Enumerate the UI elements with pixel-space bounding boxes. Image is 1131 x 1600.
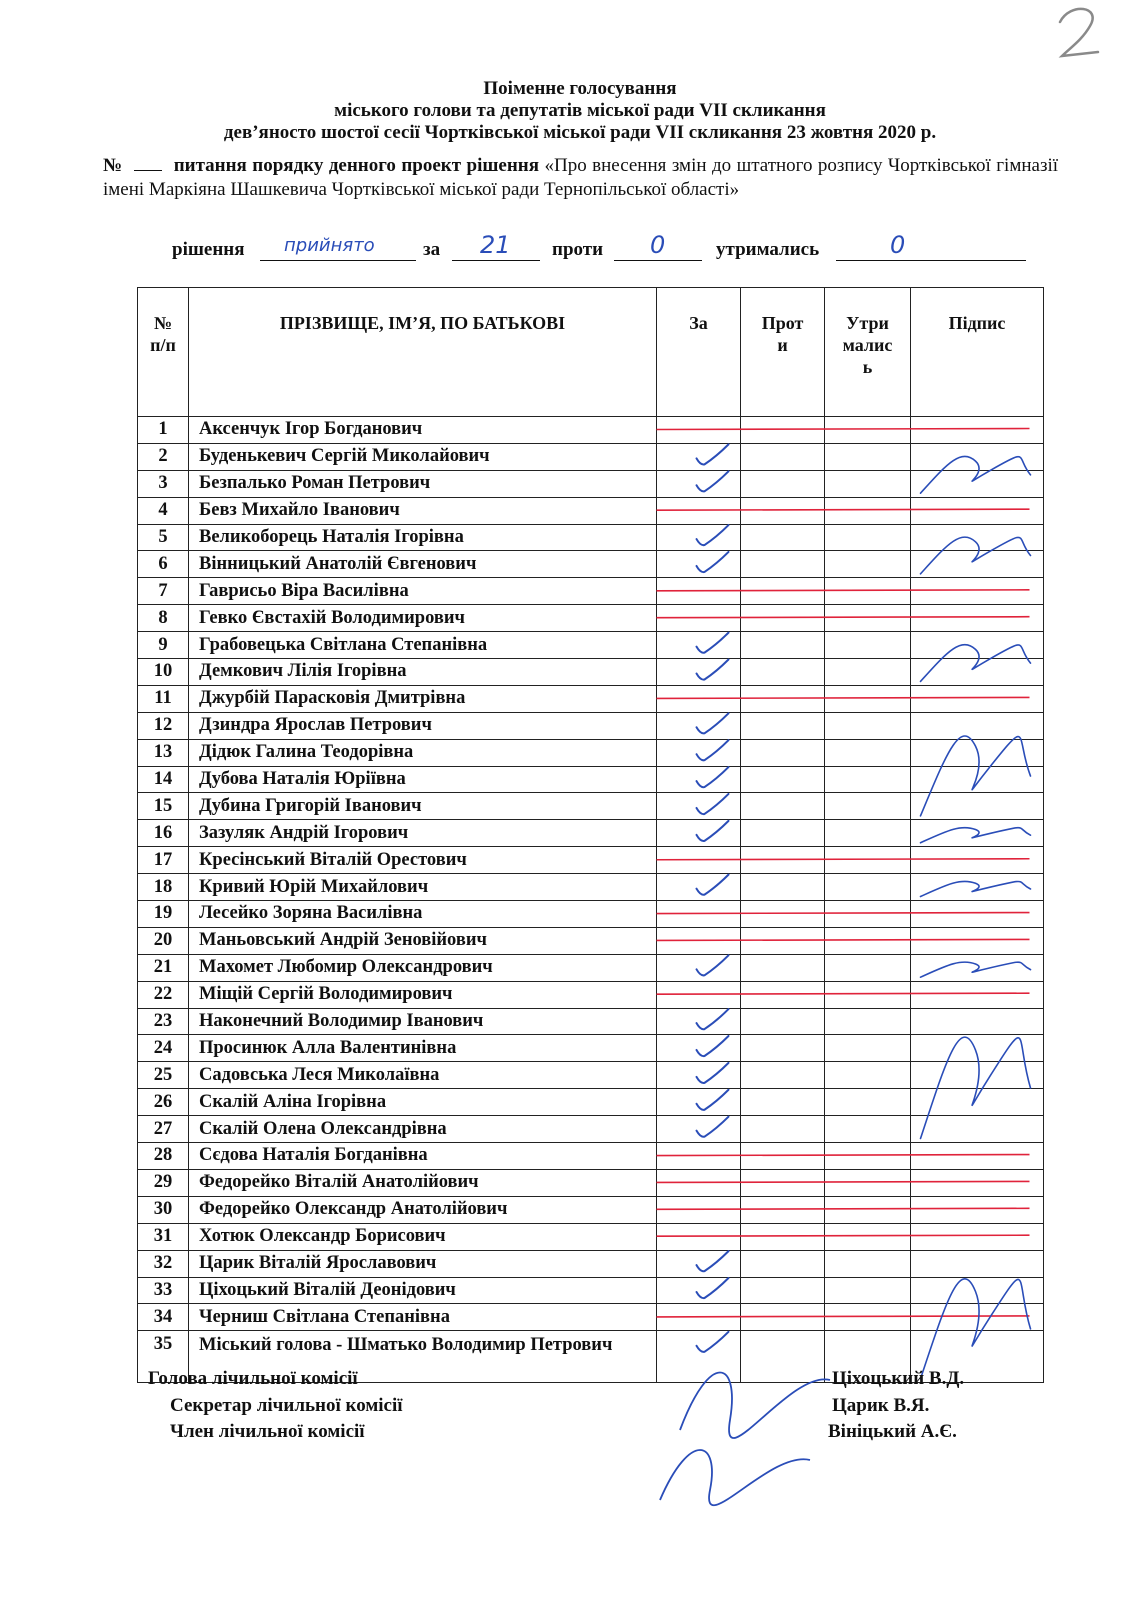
vote-against-cell (741, 874, 825, 901)
chair-label: Голова лічильної комісії (148, 1368, 358, 1389)
vote-abstain-cell (825, 685, 911, 712)
deputy-name: Буденькевич Сергій Миколайович (189, 443, 657, 470)
row-number: 34 (138, 1304, 189, 1331)
against-blank (614, 260, 702, 261)
row-number: 16 (138, 820, 189, 847)
vote-abstain-cell (825, 1143, 911, 1170)
decision-line (172, 233, 1052, 265)
header-num: № п/п (138, 288, 189, 417)
row-number: 9 (138, 632, 189, 659)
document-title: Поіменне голосування (483, 78, 677, 99)
for-value: 21 (480, 231, 511, 259)
signature-cell (911, 551, 1044, 578)
table-row (138, 712, 1044, 739)
deputy-name: Ціхоцький Віталій Деонідович (189, 1277, 657, 1304)
vote-against-cell (741, 578, 825, 605)
vote-for-cell (657, 1008, 741, 1035)
vote-for-cell (657, 497, 741, 524)
vote-against-cell (741, 739, 825, 766)
row-number: 25 (138, 1062, 189, 1089)
vote-for-cell (657, 1089, 741, 1116)
vote-abstain-cell (825, 1304, 911, 1331)
table-row (138, 739, 1044, 766)
row-number: 18 (138, 874, 189, 901)
table-row (138, 793, 1044, 820)
signature-cell (911, 1143, 1044, 1170)
vote-abstain-cell (825, 901, 911, 928)
for-blank (452, 260, 540, 261)
vote-abstain-cell (825, 632, 911, 659)
signature-cell (911, 901, 1044, 928)
vote-for-cell (657, 927, 741, 954)
vote-abstain-cell (825, 659, 911, 686)
signature-cell (911, 417, 1044, 444)
vote-abstain-cell (825, 1196, 911, 1223)
deputy-name: Маньовський Андрій Зеновійович (189, 927, 657, 954)
signature-cell (911, 1250, 1044, 1277)
row-number: 11 (138, 685, 189, 712)
header-abstain: Утри малис ь (825, 288, 911, 417)
deputy-name: Джурбій Парасковія Дмитрівна (189, 685, 657, 712)
vote-for-cell (657, 1196, 741, 1223)
vote-abstain-cell (825, 1008, 911, 1035)
vote-against-cell (741, 712, 825, 739)
deputy-name: Наконечний Володимир Іванович (189, 1008, 657, 1035)
vote-against-cell (741, 417, 825, 444)
deputy-name: Федорейко Віталій Анатолійович (189, 1169, 657, 1196)
signature-cell (911, 1116, 1044, 1143)
row-number: 4 (138, 497, 189, 524)
signature-cell (911, 712, 1044, 739)
deputy-name: Вінницький Анатолій Євгенович (189, 551, 657, 578)
table-header-row (138, 288, 1044, 417)
vote-against-cell (741, 1196, 825, 1223)
member-label: Член лічильної комісії (170, 1421, 365, 1442)
deputy-name: Кривий Юрій Михайлович (189, 874, 657, 901)
header-name: ПРІЗВИЩЕ, ІМ’Я, ПО БАТЬКОВІ (189, 288, 657, 417)
vote-against-cell (741, 793, 825, 820)
vote-abstain-cell (825, 443, 911, 470)
row-number: 12 (138, 712, 189, 739)
vote-against-cell (741, 981, 825, 1008)
table-row (138, 605, 1044, 632)
vote-abstain-cell (825, 1035, 911, 1062)
table-row (138, 443, 1044, 470)
row-number: 5 (138, 524, 189, 551)
secretary-name: Царик В.Я. (832, 1395, 930, 1416)
vote-abstain-cell (825, 739, 911, 766)
vote-for-cell (657, 820, 741, 847)
vote-abstain-cell (825, 847, 911, 874)
table-row (138, 847, 1044, 874)
signature-cell (911, 874, 1044, 901)
vote-abstain-cell (825, 1062, 911, 1089)
signature-cell (911, 524, 1044, 551)
deputy-name: Хотюк Олександр Борисович (189, 1223, 657, 1250)
row-number: 1 (138, 417, 189, 444)
deputy-name: Дубина Григорій Іванович (189, 793, 657, 820)
table-row (138, 874, 1044, 901)
signature-cell (911, 954, 1044, 981)
table-row (138, 1169, 1044, 1196)
signature-cell (911, 1223, 1044, 1250)
vote-for-cell (657, 1304, 741, 1331)
decision-blank (260, 260, 416, 261)
row-number: 7 (138, 578, 189, 605)
vote-for-cell (657, 470, 741, 497)
table-row (138, 417, 1044, 444)
table-row (138, 1143, 1044, 1170)
vote-for-cell (657, 1169, 741, 1196)
signature-cell (911, 927, 1044, 954)
vote-against-cell (741, 1062, 825, 1089)
deputy-name: Дубова Наталія Юріївна (189, 766, 657, 793)
row-number: 28 (138, 1143, 189, 1170)
signature-cell (911, 578, 1044, 605)
table-row (138, 1304, 1044, 1331)
signature-cell (911, 659, 1044, 686)
row-number: 35 (138, 1331, 189, 1383)
signature-cell (911, 1089, 1044, 1116)
header-line-3: дев’яносто шостої сесії Чортківської міської ради VII скликання 23 жовтня 2020 р. (223, 122, 937, 143)
vote-against-cell (741, 685, 825, 712)
abstain-label: утримались (716, 239, 820, 260)
signature-cell (911, 1304, 1044, 1331)
row-number: 32 (138, 1250, 189, 1277)
vote-abstain-cell (825, 820, 911, 847)
vote-against-cell (741, 524, 825, 551)
vote-for-cell (657, 1250, 741, 1277)
deputy-name: Великоборець Наталія Ігорівна (189, 524, 657, 551)
table-row (138, 1196, 1044, 1223)
vote-against-cell (741, 1223, 825, 1250)
vote-abstain-cell (825, 712, 911, 739)
table-row (138, 1062, 1044, 1089)
deputy-name: Кресінський Віталій Орестович (189, 847, 657, 874)
signature-cell (911, 766, 1044, 793)
table-row (138, 820, 1044, 847)
table-row (138, 470, 1044, 497)
vote-against-cell (741, 927, 825, 954)
abstain-blank (836, 260, 1026, 261)
vote-against-cell (741, 1169, 825, 1196)
signature-cell (911, 1277, 1044, 1304)
vote-abstain-cell (825, 1223, 911, 1250)
row-number: 8 (138, 605, 189, 632)
deputy-name: Гевко Євстахій Володимирович (189, 605, 657, 632)
vote-for-cell (657, 1143, 741, 1170)
vote-for-cell (657, 1062, 741, 1089)
deputy-name: Скалій Олена Олександрівна (189, 1116, 657, 1143)
header-signature: Підпис (911, 288, 1044, 417)
vote-against-cell (741, 1277, 825, 1304)
deputy-name: Бевз Михайло Іванович (189, 497, 657, 524)
row-number: 19 (138, 901, 189, 928)
vote-abstain-cell (825, 1089, 911, 1116)
deputy-name: Демкович Лілія Ігорівна (189, 659, 657, 686)
vote-against-cell (741, 1304, 825, 1331)
vote-against-cell (741, 847, 825, 874)
vote-against-cell (741, 1035, 825, 1062)
vote-for-cell (657, 874, 741, 901)
member-name: Вініцький А.Є. (828, 1421, 957, 1442)
deputy-name: Безпалько Роман Петрович (189, 470, 657, 497)
vote-for-cell (657, 1223, 741, 1250)
vote-against-cell (741, 820, 825, 847)
vote-for-cell (657, 954, 741, 981)
vote-abstain-cell (825, 497, 911, 524)
row-number: 30 (138, 1196, 189, 1223)
deputy-name: Царик Віталій Ярославович (189, 1250, 657, 1277)
vote-against-cell (741, 605, 825, 632)
question-item-text: питання порядку денного проект рішення (173, 155, 540, 176)
table-row (138, 632, 1044, 659)
vote-abstain-cell (825, 417, 911, 444)
vote-against-cell (741, 1089, 825, 1116)
vote-for-cell (657, 793, 741, 820)
signature-cell (911, 1035, 1044, 1062)
vote-abstain-cell (825, 981, 911, 1008)
deputy-name: Просинюк Алла Валентинівна (189, 1035, 657, 1062)
vote-abstain-cell (825, 524, 911, 551)
vote-for-cell (657, 1116, 741, 1143)
vote-for-cell (657, 766, 741, 793)
header-for: За (657, 288, 741, 417)
vote-abstain-cell (825, 954, 911, 981)
signature-cell (911, 685, 1044, 712)
against-label: проти (552, 239, 604, 260)
table-row (138, 578, 1044, 605)
vote-for-cell (657, 901, 741, 928)
table-row (138, 1116, 1044, 1143)
table-row (138, 927, 1044, 954)
row-number: 21 (138, 954, 189, 981)
handwritten-page-number (1040, 0, 1120, 70)
deputy-name: Дзиндра Ярослав Петрович (189, 712, 657, 739)
agenda-question (103, 154, 1058, 201)
table-row (138, 954, 1044, 981)
deputy-name: Аксенчук Ігор Богданович (189, 417, 657, 444)
row-number: 33 (138, 1277, 189, 1304)
row-number: 23 (138, 1008, 189, 1035)
chair-name: Ціхоцький В.Д. (832, 1368, 965, 1389)
table-row (138, 524, 1044, 551)
question-number-blank (134, 156, 162, 171)
signature-cell (911, 981, 1044, 1008)
vote-against-cell (741, 901, 825, 928)
deputy-name: Зазуляк Андрій Ігорович (189, 820, 657, 847)
table-row (138, 497, 1044, 524)
row-number: 2 (138, 443, 189, 470)
question-no-label: № (103, 155, 123, 176)
deputy-name: Садовська Леся Миколаївна (189, 1062, 657, 1089)
signature-cell (911, 1169, 1044, 1196)
signature-cell (911, 470, 1044, 497)
row-number: 22 (138, 981, 189, 1008)
row-number: 24 (138, 1035, 189, 1062)
vote-for-cell (657, 443, 741, 470)
vote-abstain-cell (825, 1169, 911, 1196)
vote-for-cell (657, 551, 741, 578)
vote-abstain-cell (825, 1277, 911, 1304)
row-number: 27 (138, 1116, 189, 1143)
vote-for-cell (657, 685, 741, 712)
vote-against-cell (741, 470, 825, 497)
row-number: 31 (138, 1223, 189, 1250)
vote-against-cell (741, 1116, 825, 1143)
deputy-name: Черниш Світлана Степанівна (189, 1304, 657, 1331)
vote-abstain-cell (825, 470, 911, 497)
table-row (138, 659, 1044, 686)
roll-call-table (137, 287, 1044, 1383)
vote-for-cell (657, 417, 741, 444)
vote-abstain-cell (825, 793, 911, 820)
abstain-value: 0 (890, 231, 906, 259)
vote-for-cell (657, 981, 741, 1008)
counting-commission (148, 1368, 1048, 1458)
signature-cell (911, 605, 1044, 632)
table-row (138, 1008, 1044, 1035)
vote-for-cell (657, 1277, 741, 1304)
vote-for-cell (657, 578, 741, 605)
deputy-name: Гаврисьо Віра Василівна (189, 578, 657, 605)
deputy-name: Міський голова - Шматько Володимир Петрович (189, 1331, 657, 1383)
signature-cell (911, 739, 1044, 766)
signature-cell (911, 1062, 1044, 1089)
header-line-2: міського голови та депутатів міської ради VII скликання (334, 100, 826, 121)
deputy-name: Сєдова Наталія Богданівна (189, 1143, 657, 1170)
vote-against-cell (741, 551, 825, 578)
header-against: Прот и (741, 288, 825, 417)
project-title: «Про внесення змін до штатного розпису Чортківської гімназії імені Маркіяна Шашкевича Чортківської міської ради Тернопільської області» (103, 155, 1059, 200)
table-row (138, 685, 1044, 712)
table-row (138, 1035, 1044, 1062)
table-row (138, 551, 1044, 578)
against-value: 0 (650, 231, 666, 259)
row-number: 6 (138, 551, 189, 578)
deputy-name: Міщій Сергій Володимирович (189, 981, 657, 1008)
vote-for-cell (657, 739, 741, 766)
table-row (138, 1089, 1044, 1116)
deputy-name: Федорейко Олександр Анатолійович (189, 1196, 657, 1223)
secretary-label: Секретар лічильної комісії (170, 1395, 403, 1416)
vote-abstain-cell (825, 1116, 911, 1143)
table-row (138, 1250, 1044, 1277)
signature-cell (911, 1196, 1044, 1223)
table-row (138, 1223, 1044, 1250)
vote-for-cell (657, 605, 741, 632)
vote-against-cell (741, 497, 825, 524)
commission-signature (660, 1450, 810, 1505)
table-row (138, 981, 1044, 1008)
deputy-name: Дідюк Галина Теодорівна (189, 739, 657, 766)
deputy-name: Скалій Аліна Ігорівна (189, 1089, 657, 1116)
vote-against-cell (741, 1143, 825, 1170)
vote-abstain-cell (825, 605, 911, 632)
signature-cell (911, 497, 1044, 524)
signature-cell (911, 1008, 1044, 1035)
vote-abstain-cell (825, 766, 911, 793)
row-number: 14 (138, 766, 189, 793)
vote-against-cell (741, 954, 825, 981)
vote-for-cell (657, 632, 741, 659)
decision-value: прийнято (284, 235, 375, 256)
vote-abstain-cell (825, 551, 911, 578)
vote-abstain-cell (825, 578, 911, 605)
row-number: 26 (138, 1089, 189, 1116)
vote-for-cell (657, 1035, 741, 1062)
table-row (138, 766, 1044, 793)
row-number: 20 (138, 927, 189, 954)
signature-cell (911, 632, 1044, 659)
table-row (138, 1277, 1044, 1304)
vote-for-cell (657, 659, 741, 686)
signature-cell (911, 443, 1044, 470)
deputy-name: Лесейко Зоряна Василівна (189, 901, 657, 928)
vote-abstain-cell (825, 874, 911, 901)
deputy-name: Грабовецька Світлана Степанівна (189, 632, 657, 659)
table-row (138, 901, 1044, 928)
vote-against-cell (741, 659, 825, 686)
row-number: 17 (138, 847, 189, 874)
row-number: 13 (138, 739, 189, 766)
vote-against-cell (741, 1250, 825, 1277)
vote-against-cell (741, 766, 825, 793)
deputy-name: Махомет Любомир Олександрович (189, 954, 657, 981)
vote-for-cell (657, 847, 741, 874)
row-number: 3 (138, 470, 189, 497)
vote-for-cell (657, 712, 741, 739)
vote-against-cell (741, 443, 825, 470)
signature-cell (911, 847, 1044, 874)
signature-cell (911, 793, 1044, 820)
vote-for-cell (657, 524, 741, 551)
row-number: 29 (138, 1169, 189, 1196)
vote-abstain-cell (825, 927, 911, 954)
vote-abstain-cell (825, 1250, 911, 1277)
decision-label: рішення (172, 239, 245, 260)
row-number: 15 (138, 793, 189, 820)
vote-against-cell (741, 1008, 825, 1035)
for-label: за (423, 239, 441, 260)
signature-cell (911, 820, 1044, 847)
row-number: 10 (138, 659, 189, 686)
document-header (100, 78, 1060, 144)
vote-against-cell (741, 632, 825, 659)
